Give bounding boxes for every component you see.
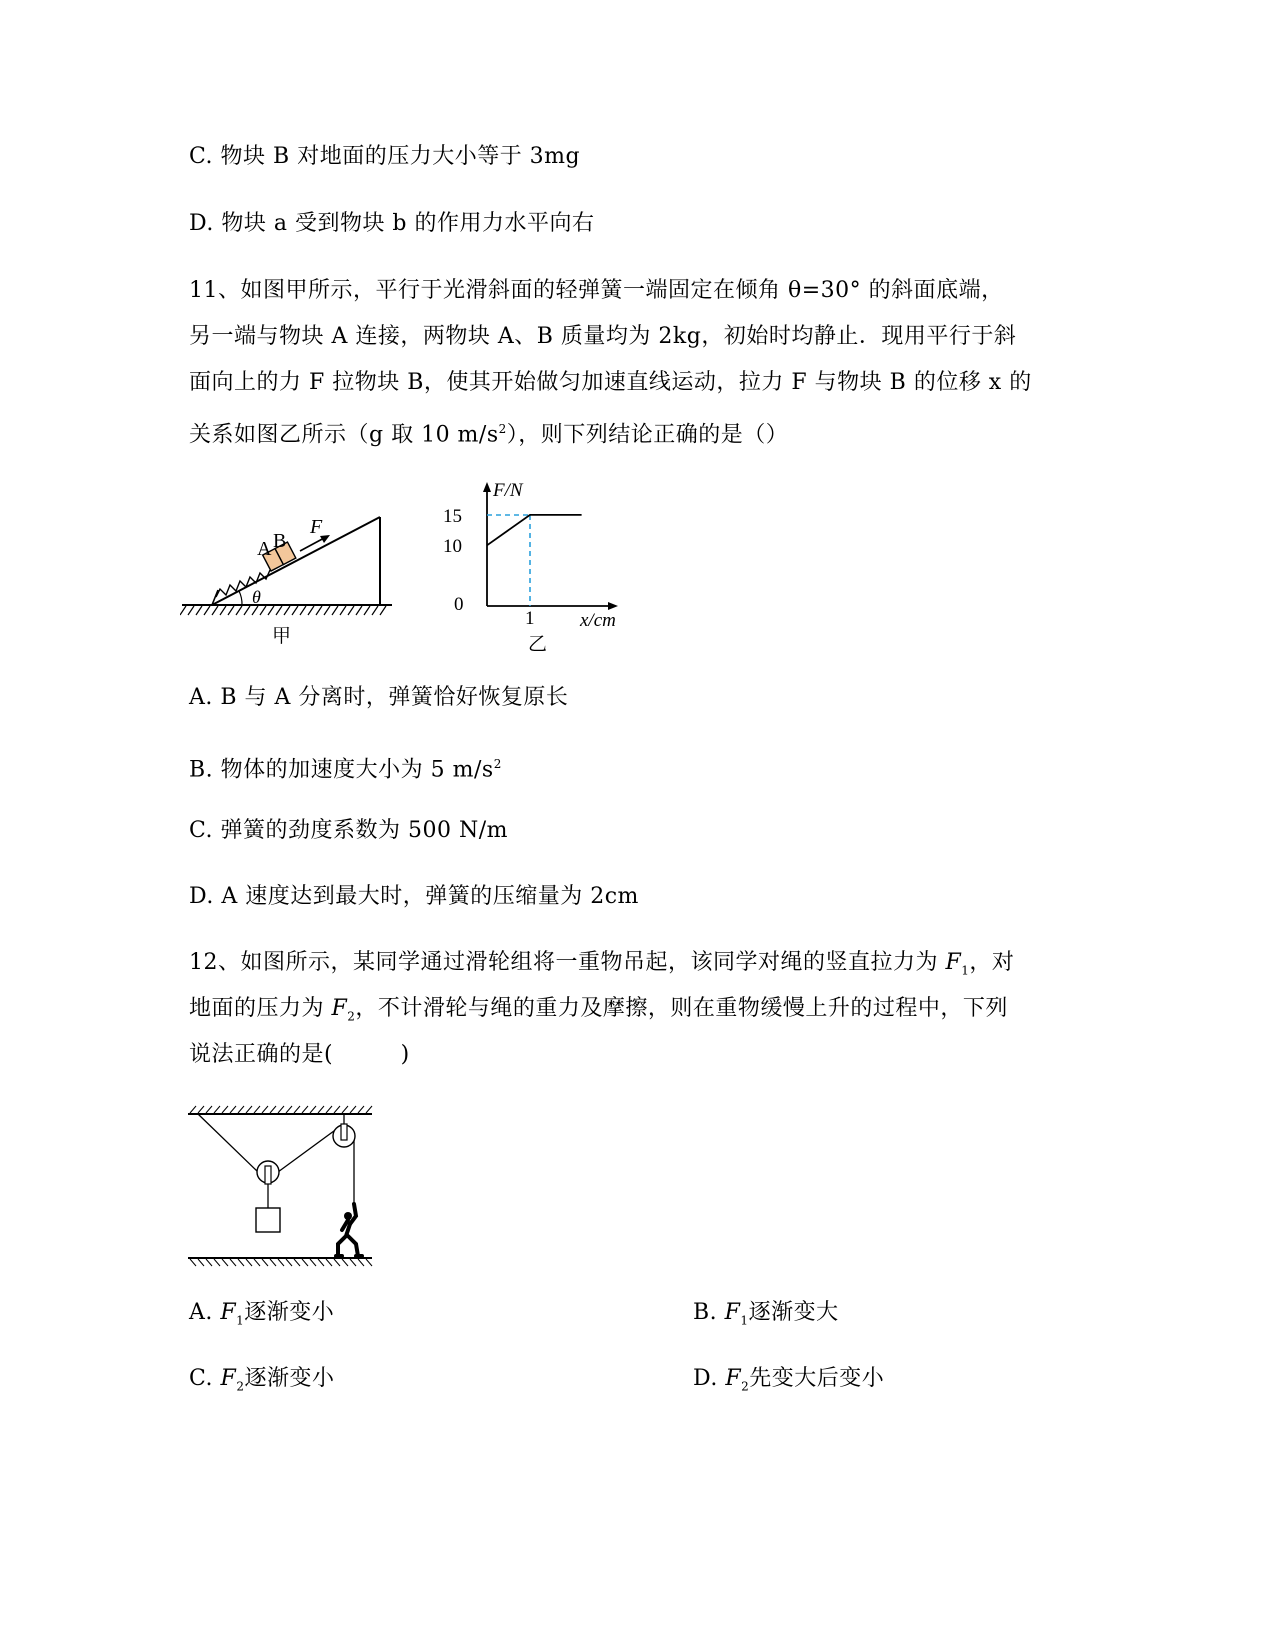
f2-symbol: F xyxy=(331,996,348,1021)
q12-b-sub: 1 xyxy=(740,1313,749,1328)
q12-option-d-text: 先变大后变小 xyxy=(749,1366,885,1391)
q12-option-d xyxy=(693,1364,884,1401)
q12-option-c-prefix: C. xyxy=(189,1366,221,1391)
q11-line-1: 11、如图甲所示，平行于光滑斜面的轻弹簧一端固定在倾角 θ=30° 的斜面底端， xyxy=(189,278,1004,303)
figure-pulley xyxy=(186,1100,386,1280)
q12-line-1b: ，对 xyxy=(969,950,1015,975)
figure-yi xyxy=(440,478,660,658)
ytick-0: 0 xyxy=(454,594,464,615)
q11-line-4-sup: 2 xyxy=(498,422,507,436)
q12-line-2a: 地面的压力为 xyxy=(189,996,332,1021)
option-d-prev: D. 物块 a 受到物块 b 的作用力水平向右 xyxy=(189,211,595,236)
q11-option-a: A. B 与 A 分离时，弹簧恰好恢复原长 xyxy=(189,685,569,710)
series-line xyxy=(487,515,582,545)
q12-a-f: F xyxy=(220,1300,237,1325)
figure-jia xyxy=(180,505,410,665)
q11-line-4b: ），则下列结论正确的是（） xyxy=(506,422,789,448)
q11-line-2: 另一端与物块 A 连接，两物块 A、B 质量均为 2kg，初始时均静止．现用平行于斜 xyxy=(189,324,1017,349)
person-icon xyxy=(336,1204,362,1256)
label-b: B xyxy=(273,530,287,552)
q12-line-2 xyxy=(189,994,1008,1031)
q11-line-4a: 关系如图乙所示（g 取 10 m/s xyxy=(189,422,499,448)
xtick-1: 1 xyxy=(525,608,535,629)
q12-option-b-prefix: B. xyxy=(693,1300,725,1325)
option-c-prev: C. 物块 B 对地面的压力大小等于 3mg xyxy=(189,144,581,169)
xlabel: x/cm xyxy=(580,610,616,631)
f2-sub: 2 xyxy=(347,1009,356,1024)
caption-yi: 乙 xyxy=(528,633,548,655)
caption-jia: 甲 xyxy=(272,625,292,647)
q12-d-f: F xyxy=(725,1366,742,1391)
f1-sub: 1 xyxy=(961,963,970,978)
q12-option-a-prefix: A. xyxy=(189,1300,221,1325)
q11-line-3: 面向上的力 F 拉物块 B，使其开始做匀加速直线运动，拉力 F 与物块 B 的位移 x 的 xyxy=(189,370,1032,395)
q12-line-1a: 12、如图所示，某同学通过滑轮组将一重物吊起，该同学对绳的竖直拉力为 xyxy=(189,950,946,975)
q12-option-b-text: 逐渐变大 xyxy=(748,1300,839,1325)
q12-option-a xyxy=(189,1298,334,1335)
label-f: F xyxy=(310,516,323,538)
q12-option-c-text: 逐渐变小 xyxy=(244,1366,335,1391)
q12-option-d-prefix: D. xyxy=(693,1366,726,1391)
q11-option-d: D. A 速度达到最大时，弹簧的压缩量为 2cm xyxy=(189,884,639,909)
ylabel: F/N xyxy=(493,480,523,501)
f1-symbol: F xyxy=(945,950,962,975)
q12-c-sub: 2 xyxy=(236,1379,245,1394)
q12-c-f: F xyxy=(220,1366,237,1391)
q11-option-b xyxy=(189,749,502,785)
q12-line-1 xyxy=(189,948,1014,985)
q12-line-3: 说法正确的是( ) xyxy=(189,1042,410,1067)
q12-d-sub: 2 xyxy=(741,1379,750,1394)
q11-option-c: C. 弹簧的劲度系数为 500 N/m xyxy=(189,818,509,843)
q11-line-4 xyxy=(189,414,788,450)
q12-line-2b: ，不计滑轮与绳的重力及摩擦，则在重物缓慢上升的过程中，下列 xyxy=(355,996,1008,1021)
q12-option-b xyxy=(693,1298,839,1335)
q12-b-f: F xyxy=(724,1300,741,1325)
q12-option-c xyxy=(189,1364,334,1401)
q11-option-b-sup: 2 xyxy=(493,757,502,771)
ytick-15: 15 xyxy=(443,506,462,527)
q12-option-a-text: 逐渐变小 xyxy=(244,1300,335,1325)
ytick-10: 10 xyxy=(443,536,462,557)
label-a: A xyxy=(257,538,272,560)
q12-a-sub: 1 xyxy=(236,1313,245,1328)
label-theta: θ xyxy=(252,587,261,607)
q11-option-b-text: B. 物体的加速度大小为 5 m/s xyxy=(189,757,494,783)
